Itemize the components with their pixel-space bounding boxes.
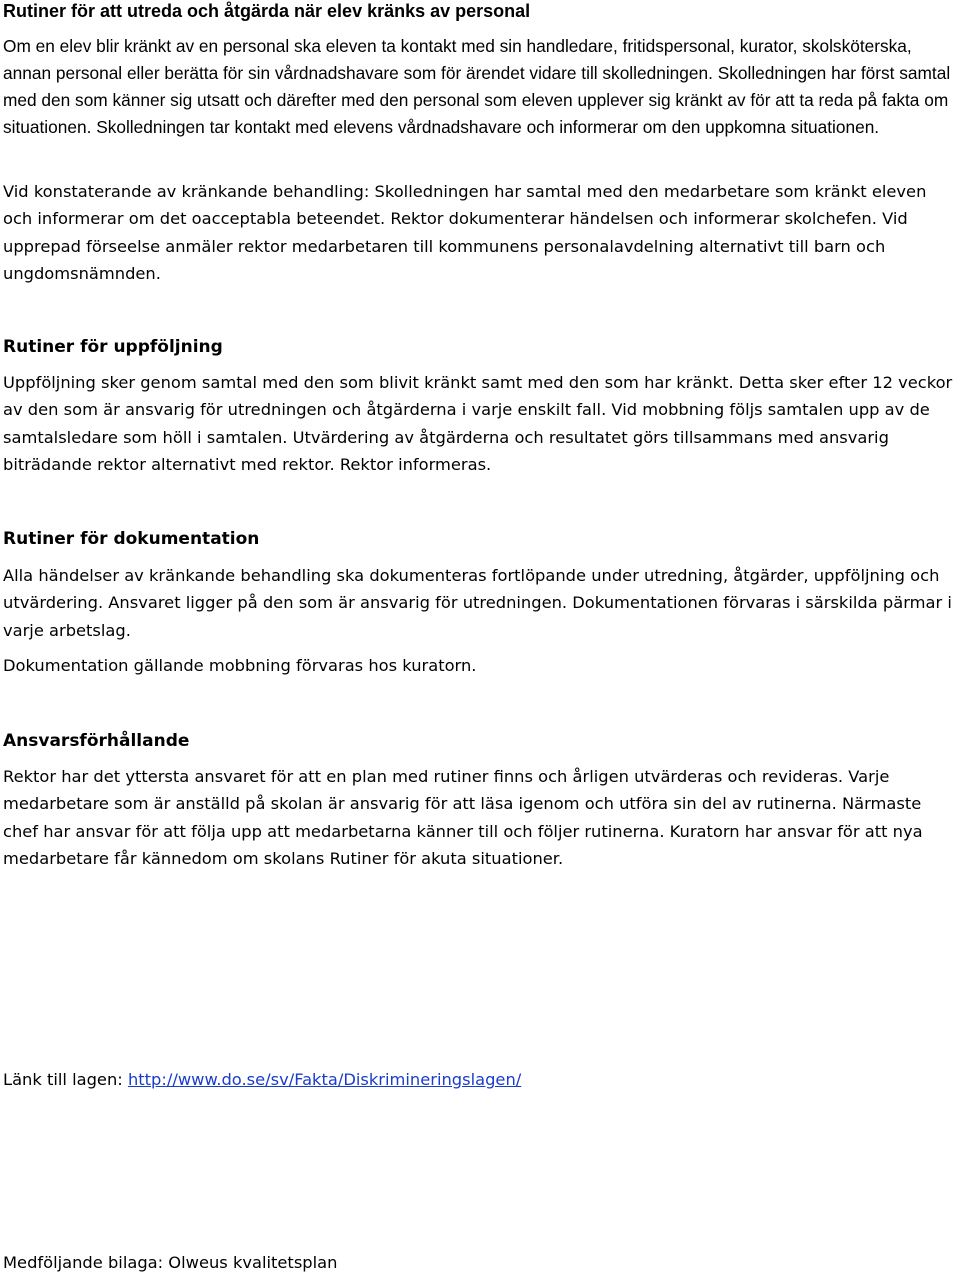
- heading-ansvarsforhallande: Ansvarsförhållande: [3, 731, 190, 751]
- law-link-label: Länk till lagen:: [3, 1070, 128, 1089]
- paragraph-personal-2: Vid konstaterande av kränkande behandling: Skolledningen har samtal med den medarbetare som kränkt eleven och informerar om det oacceptabla beteendet. Rektor dokumenterar händelsen och informerar skolchefen. Vid upprepad förseelse anmäler rektor medarbetaren till kommunens personalavdelning alternativt till barn och ungdomsnämnden.: [3, 182, 927, 283]
- heading-rutiner-dokumentation: Rutiner för dokumentation: [3, 529, 260, 549]
- attachment-note: Medföljande bilaga: Olweus kvalitetsplan: [3, 1253, 338, 1272]
- paragraph-dokumentation-2: Dokumentation gällande mobbning förvaras hos kuratorn.: [3, 656, 477, 675]
- paragraph-dokumentation-1: Alla händelser av kränkande behandling ska dokumenteras fortlöpande under utredning, åtgärder, uppföljning och utvärdering. Ansvaret ligger på den som är ansvarig för utredningen. Dokumentationen förvaras i särskilda pärmar i varje arbetslag.: [3, 566, 952, 640]
- paragraph-personal-1: Om en elev blir kränkt av en personal ska eleven ta kontakt med sin handledare, fritidspersonal, kurator, skolsköterska, annan personal eller berätta för sin vårdnadshavare som för ärendet vidare till skolledningen. Skolledningen har först samtal med den som känner sig utsatt och därefter med den personal som eleven upplever sig kränkt av för att ta reda på fakta om situationen. Skolledningen tar kontakt med elevens vårdnadshavare och informerar om den uppkomna situationen.: [3, 36, 951, 137]
- law-link-line: [3, 1066, 957, 1093]
- paragraph-ansvar: Rektor har det yttersta ansvaret för att en plan med rutiner finns och årligen utvärderas och revideras. Varje medarbetare som är anställd på skolan är ansvarig för att läsa igenom och utföra sin del av rutinerna. Närmaste chef har ansvar för att följa upp att medarbetarna känner till och följer rutinerna. Kuratorn har ansvar för att nya medarbetare får kännedom om skolans Rutiner för akuta situationer.: [3, 767, 923, 868]
- heading-rutiner-uppfoljning: Rutiner för uppföljning: [3, 337, 223, 357]
- heading-rutiner-personal: Rutiner för att utreda och åtgärda när elev kränks av personal: [3, 1, 531, 21]
- paragraph-uppfoljning: Uppföljning sker genom samtal med den som blivit kränkt samt med den som har kränkt. Detta sker efter 12 veckor av den som är ansvarig för utredningen och åtgärderna i varje enskilt fall. Vid mobbning följs samtalen upp av de samtalsledare som höll i samtalen. Utvärdering av åtgärderna och resultatet görs tillsammans med ansvarig biträdande rektor alternativt med rektor. Rektor informeras.: [3, 373, 953, 474]
- law-link[interactable]: http://www.do.se/sv/Fakta/Diskrimineringslagen/: [127, 1070, 522, 1089]
